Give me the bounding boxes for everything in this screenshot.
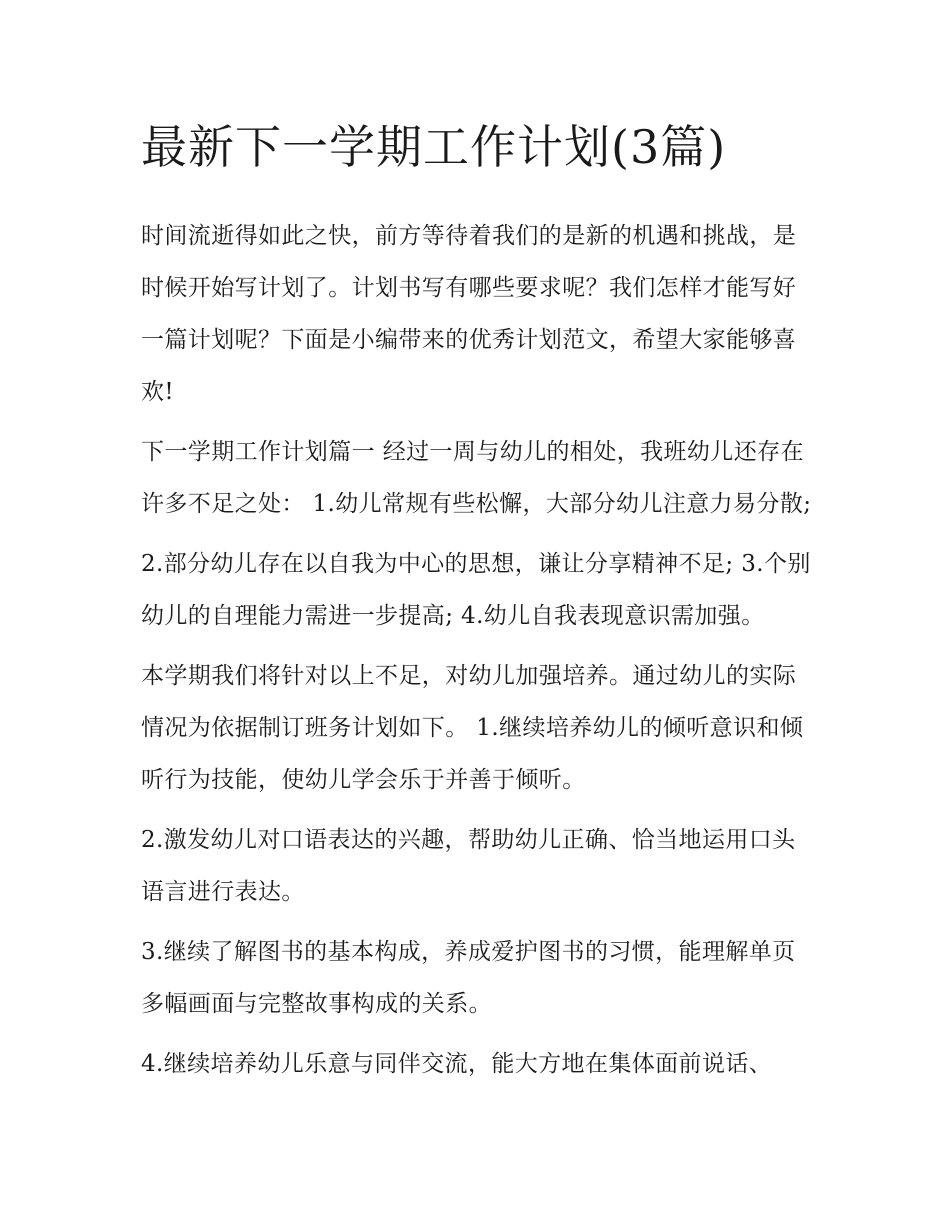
paragraph-item-2: 2.激发幼儿对口语表达的兴趣，帮助幼儿正确、恰当地运用口头语言进行表达。: [141, 827, 796, 905]
paragraph-item-4: 4.继续培养幼儿乐意与同伴交流，能大方地在集体面前说话、: [141, 1051, 773, 1077]
paragraph-plan-one: 下一学期工作计划篇一 经过一周与幼儿的相处，我班幼儿还存在许多不足之处： 1.幼儿常规有些松懈，大部分幼儿注意力易分散;: [141, 439, 812, 517]
paragraph-item-3: 3.继续了解图书的基本构成，养成爱护图书的习惯，能理解单页多幅画面与完整故事构成的关系。: [141, 939, 796, 1017]
paragraph-intro: 时间流逝得如此之快，前方等待着我们的是新的机遇和挑战，是时候开始写计划了。计划书写有哪些要求呢？我们怎样才能写好一篇计划呢？下面是小编带来的优秀计划范文，希望大家能够喜欢!: [141, 223, 797, 405]
paragraph-class-plan: 本学期我们将针对以上不足，对幼儿加强培养。通过幼儿的实际情况为依据制订班务计划如下。 1.继续培养幼儿的倾听意识和倾听行为技能，使幼儿学会乐于并善于倾听。: [141, 663, 804, 793]
paragraph-shortcomings: 2.部分幼儿存在以自我为中心的思想，谦让分享精神不足; 3.个别幼儿的自理能力需进一步提高; 4.幼儿自我表现意识需加强。: [141, 551, 811, 629]
document-body: [141, 110, 813, 1098]
document-title: 最新下一学期工作计划(3篇): [141, 120, 727, 174]
